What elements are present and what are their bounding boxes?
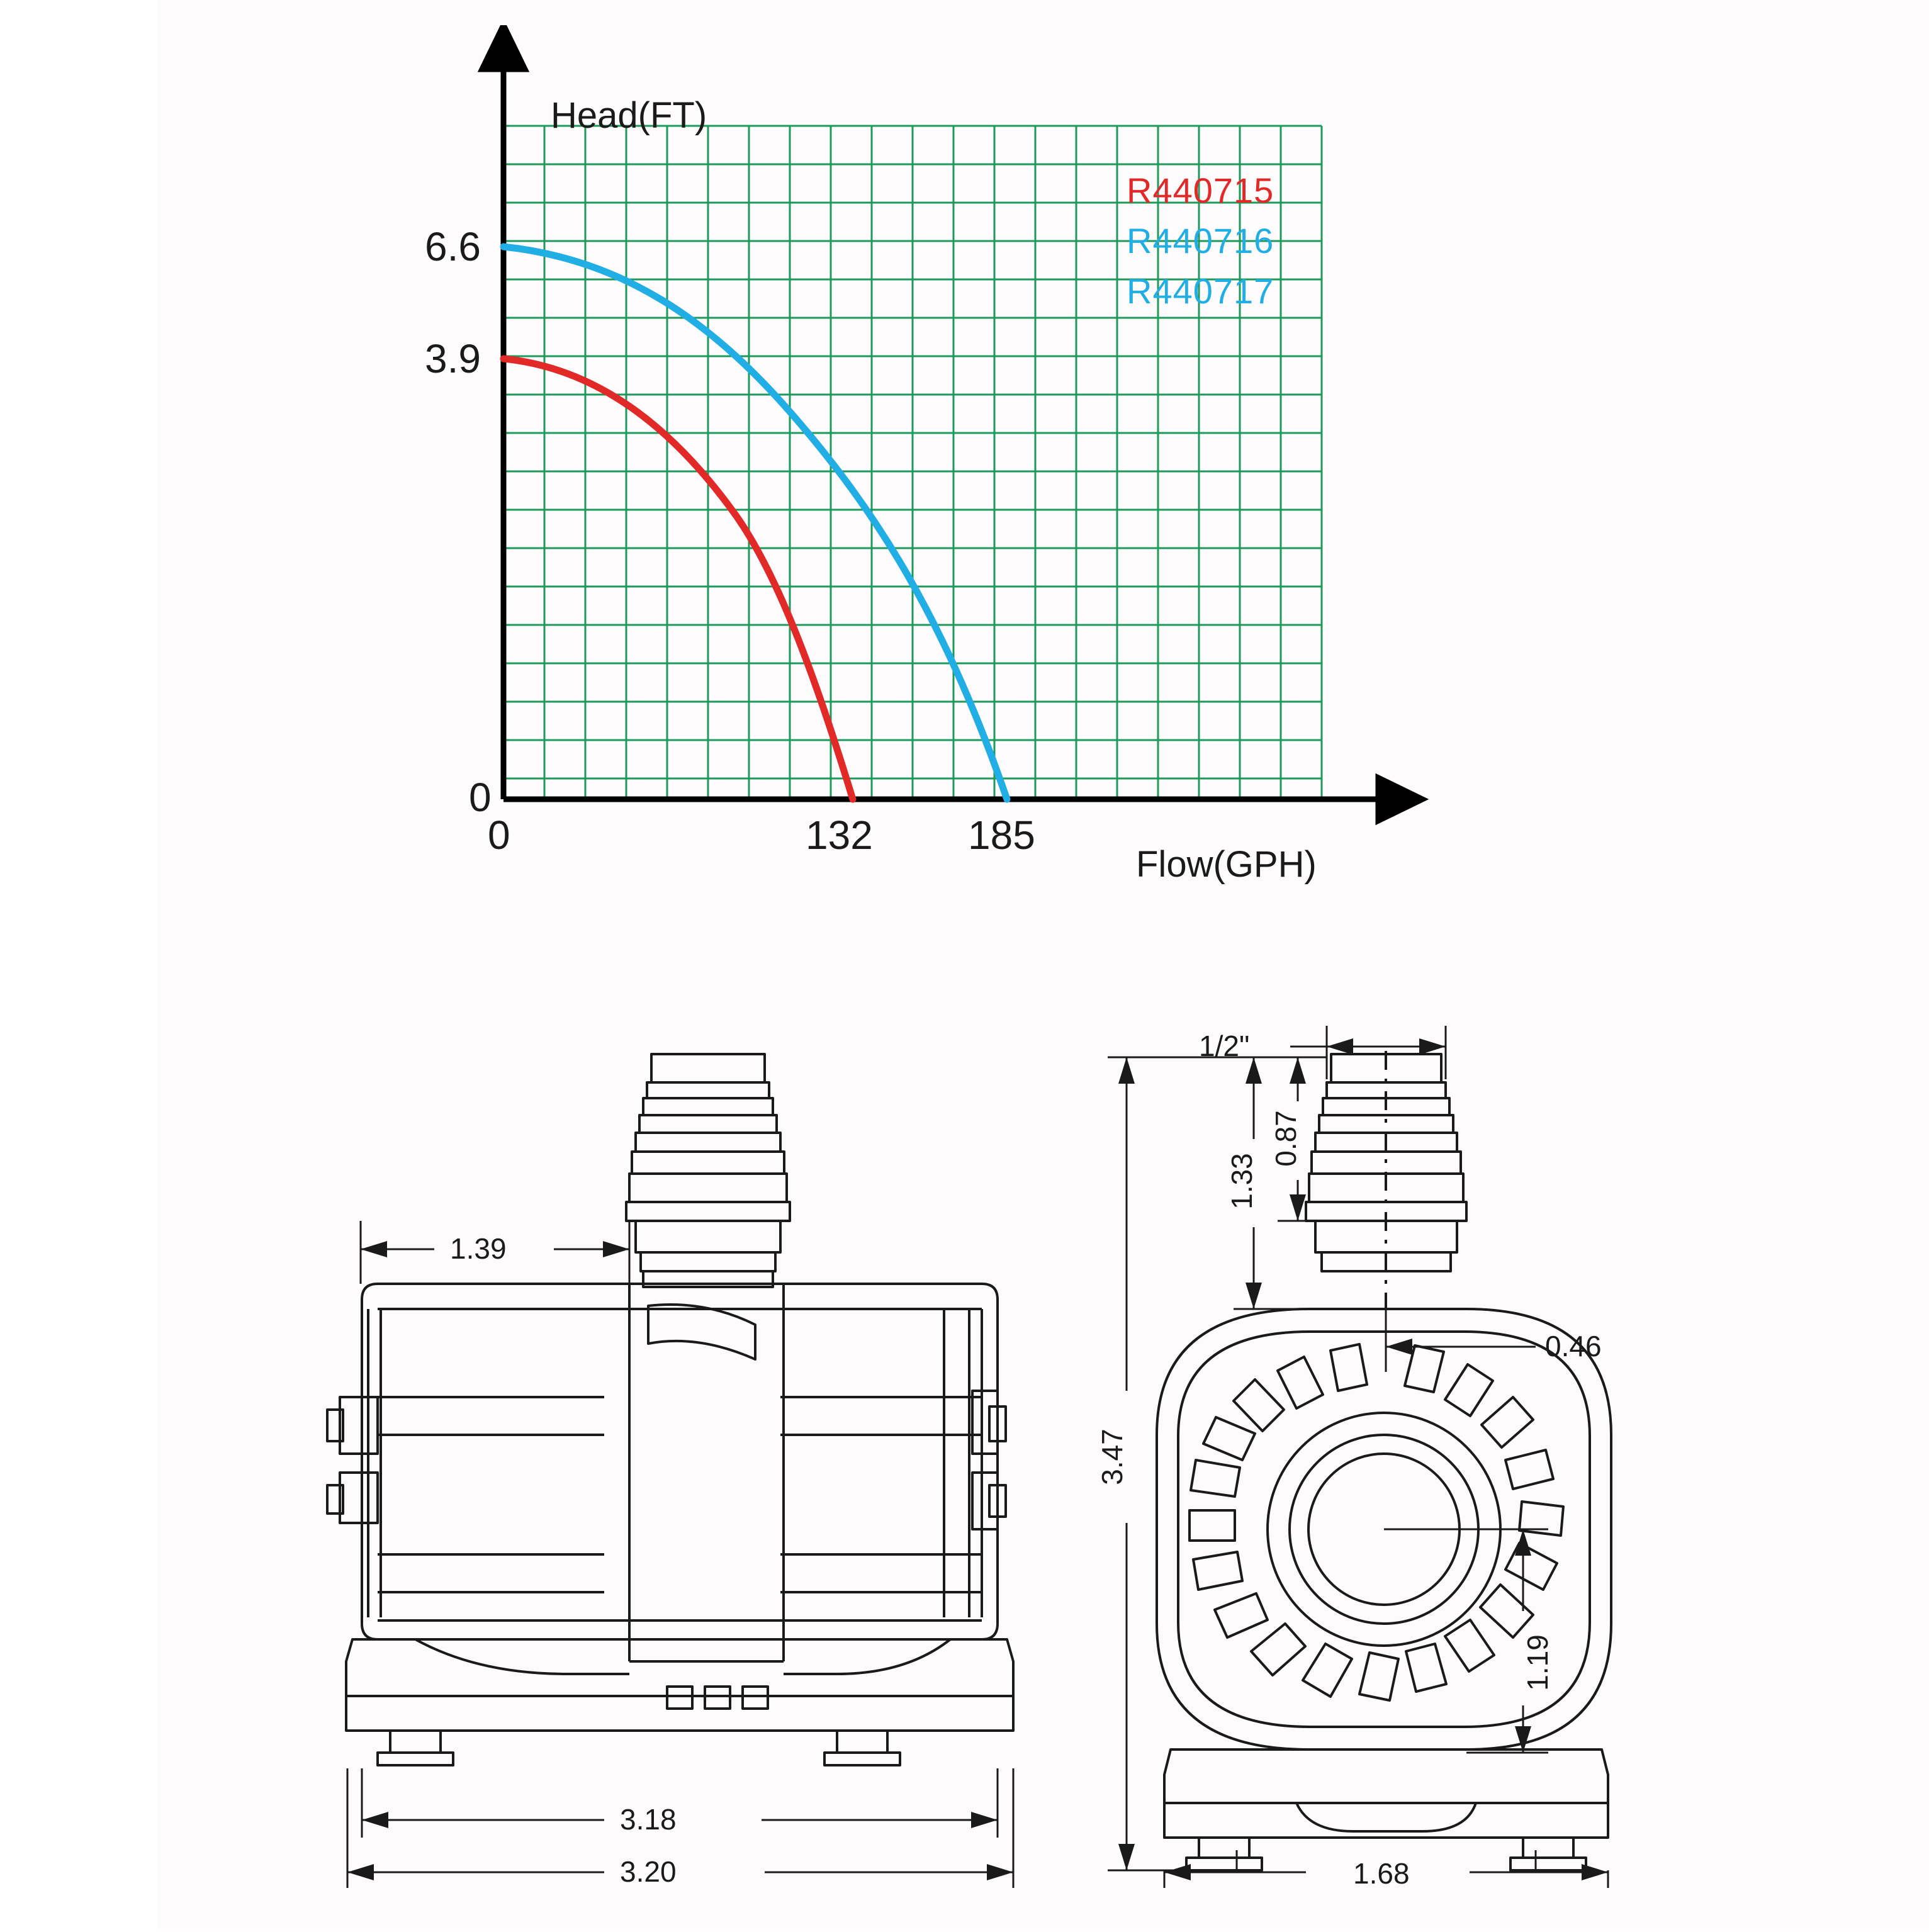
performance-chart	[425, 25, 1448, 906]
front-view-dimensions	[1108, 1026, 1608, 1888]
dim-overall-height: 3.47	[1095, 1429, 1128, 1485]
legend-item-r440717: R440717	[1127, 271, 1274, 311]
y-tick-0: 0	[469, 775, 492, 820]
dim-port-size: 1/2"	[1199, 1030, 1250, 1062]
y-tick-3-9: 3.9	[425, 336, 481, 381]
dim-neck-height: 1.33	[1225, 1153, 1258, 1210]
dim-side-overall-width: 3.20	[620, 1855, 677, 1888]
chart-canvas	[441, 25, 1448, 906]
legend-item-r440715: R440715	[1127, 171, 1274, 210]
x-axis-title: Flow(GPH)	[1136, 844, 1317, 885]
dim-port-height: 0.87	[1269, 1110, 1302, 1167]
dim-side-body-width: 3.18	[620, 1803, 677, 1836]
x-tick-132: 132	[806, 812, 873, 858]
technical-drawings	[0, 957, 1929, 1929]
legend-item-r440716: R440716	[1127, 221, 1274, 261]
dim-port-offset: 0.46	[1545, 1330, 1602, 1362]
drawings-canvas	[0, 957, 1929, 1929]
x-tick-0: 0	[488, 812, 510, 858]
dim-side-top-width: 1.39	[450, 1232, 507, 1265]
dim-base-width: 1.68	[1353, 1857, 1410, 1890]
x-tick-185: 185	[968, 812, 1035, 858]
y-axis-title: Head(FT)	[551, 95, 707, 136]
y-tick-6-6: 6.6	[425, 224, 481, 269]
curve-r440716	[503, 247, 1007, 799]
pump-side-view-outline	[327, 1054, 1013, 1765]
dim-center-height: 1.19	[1521, 1634, 1554, 1691]
